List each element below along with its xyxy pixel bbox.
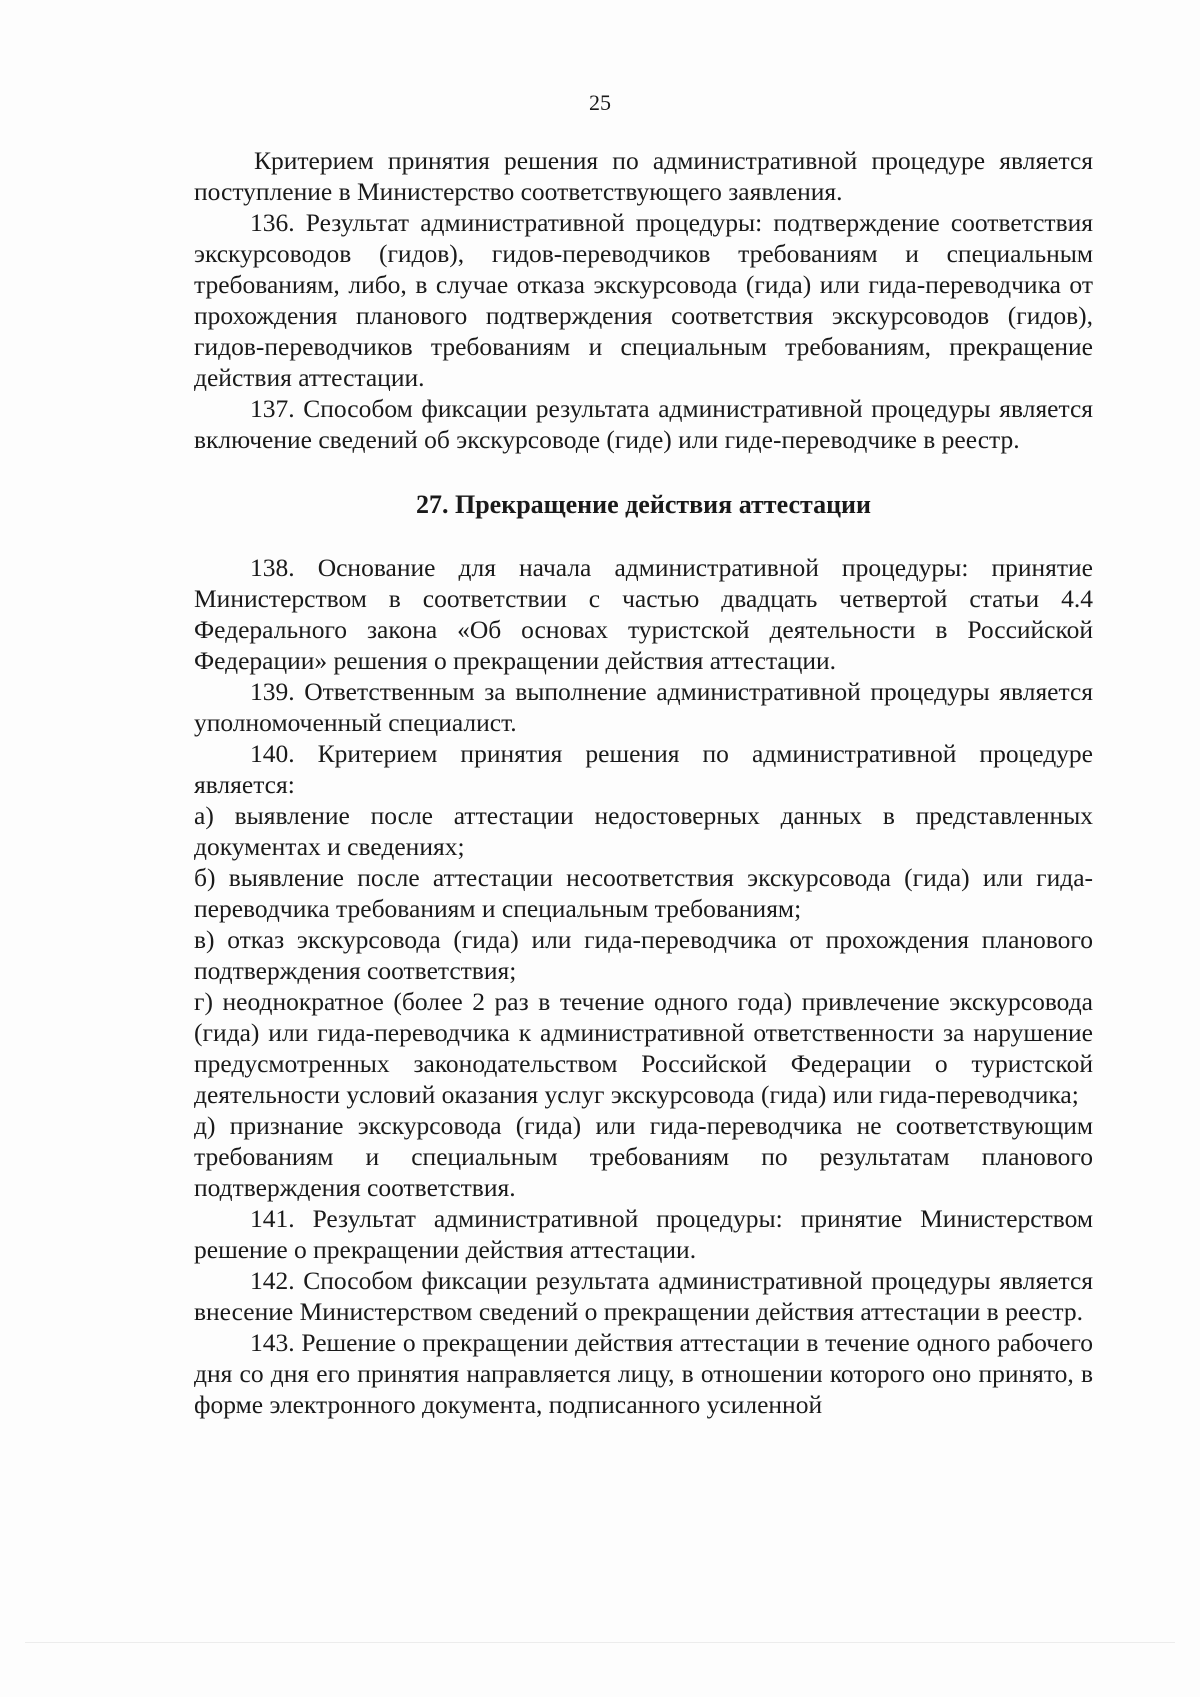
paragraph-138: 138. Основание для начала административной процедуры: принятие Министерством в соответствии с частью двадцать четвертой статьи 4.4 Федерального закона «Об основах туристской деятельности в Российской Федерации» решения о прекращении действия аттестации. bbox=[194, 553, 1093, 675]
list-item-d: д) признание экскурсовода (гида) или гида-переводчика не соответствующим требованиям и специальным требованиям по результатам планового подтверждения соответствия. bbox=[194, 1111, 1093, 1202]
scan-edge-line bbox=[25, 1642, 1175, 1643]
list-item-a: а) выявление после аттестации недостоверных данных в представленных документах и сведениях; bbox=[194, 801, 1093, 861]
document-body bbox=[194, 145, 1093, 1420]
paragraph-140: 140. Критерием принятия решения по административной процедуре является: bbox=[194, 739, 1093, 799]
paragraph-141: 141. Результат административной процедуры: принятие Министерством решение о прекращении действия аттестации. bbox=[194, 1204, 1093, 1264]
paragraph-143: 143. Решение о прекращении действия аттестации в течение одного рабочего дня со дня его принятия направляется лицу, в отношении которого оно принято, в форме электронного документа, подписанного усиленной bbox=[194, 1328, 1093, 1419]
list-item-g: г) неоднократное (более 2 раз в течение одного года) привлечение экскурсовода (гида) или гида-переводчика к административной ответственности за нарушение предусмотренных законодательством Российской Федерации о туристской деятельности условий оказания услуг экскурсовода (гида) или гида-переводчика; bbox=[194, 987, 1093, 1109]
list-item-v: в) отказ экскурсовода (гида) или гида-переводчика от прохождения планового подтверждения соответствия; bbox=[194, 925, 1093, 985]
paragraph-142: 142. Способом фиксации результата административной процедуры является внесение Министерством сведений о прекращении действия аттестации в реестр. bbox=[194, 1266, 1093, 1326]
paragraph-136: 136. Результат административной процедуры: подтверждение соответствия экскурсоводов (гидов), гидов-переводчиков требованиям и специальным требованиям, либо, в случае отказа экскурсовода (гида) или гида-переводчика от прохождения планового подтверждения соответствия экскурсоводов (гидов), гидов-переводчиков требованиям и специальным требованиям, прекращение действия аттестации. bbox=[194, 208, 1093, 392]
list-item-b: б) выявление после аттестации несоответствия экскурсовода (гида) или гида-переводчика требованиям и специальным требованиям; bbox=[194, 863, 1093, 923]
section-heading: 27. Прекращение действия аттестации bbox=[415, 490, 872, 519]
paragraph-137: 137. Способом фиксации результата административной процедуры является включение сведений об экскурсоводе (гиде) или гиде-переводчике в реестр. bbox=[194, 394, 1093, 454]
paragraph-criterion: Критерием принятия решения по административной процедуре является поступление в Министерство соответствующего заявления. bbox=[194, 146, 1093, 206]
paragraph-139: 139. Ответственным за выполнение административной процедуры является уполномоченный специалист. bbox=[194, 677, 1093, 737]
page-number: 25 bbox=[589, 90, 611, 115]
